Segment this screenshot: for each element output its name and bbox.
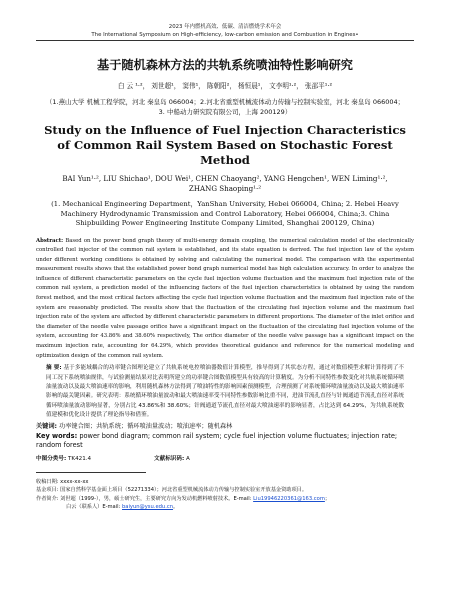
received-date [36,478,414,487]
cn-keywords-label: 关键词: [36,422,58,430]
fund-label: 基金项目: [36,487,59,494]
cn-title: 基于随机森林方法的共轨系统喷油特性影响研究 [97,58,353,72]
author-tail: ； [324,495,331,502]
running-header-en: The International Symposium on High-efficiency, low-carbon emission and Combustion in Engines• [91,32,359,38]
author-value: 刘世超（1999-），男，硕士研究生，主要研究方向为发动机燃料喷射技术。E-mail: [60,495,252,502]
cn-abstract [36,364,414,420]
clc-number [36,454,154,462]
clc-label: 中图分类号: [36,455,67,462]
author-email-link[interactable]: Liu19946220361@163.com [253,495,325,502]
corr-email-link[interactable]: baiyun@ysu.edu.cn [121,504,174,511]
en-keywords-text: power bond diagram; common rail system; cycle fuel injection volume fluctuates; injection rate; random forest [36,431,398,449]
cn-authors: 白 云 ¹·²， 刘世超¹， 窦伟¹， 陈朝阳²， 杨恒晨¹， 文李明¹·²， 张邵平¹·² [117,82,333,90]
cn-keywords [36,422,414,431]
running-header [36,0,414,39]
footer-rule [36,472,146,473]
header-rule [36,40,414,41]
cn-affiliation: （1.燕山大学 机械工程学院，河北 秦皇岛 066004；2.河北省重型机械流体动力传输与控制实验室，河北 秦皇岛 066004；3. 中船动力研究院有限公司，上海 200129） [45,98,405,116]
fund-value: 国家自然科学基金面上项目（52271334）；河北省重型机械流体动力传输与控制实验室开放基金资助项目。 [60,487,308,494]
cn-abstract-label: 摘 要: [46,365,62,372]
en-title: Study on the Influence of Fuel Injection Characteristics of Common Rail System Based on Stochastic Forest Method [44,123,406,167]
running-header-cn: 2023 年内燃机高效、低碳、清洁燃烧学术年会 [168,24,282,30]
en-keywords [36,432,414,450]
fund-info [36,486,414,495]
en-keywords-label: Key words: [36,431,78,440]
en-authors: BAI Yun¹·², LIU Shichao¹, DOU Wei¹, CHEN Chaoyang², YANG Hengchen¹, WEN Liming¹·², ZHANG Shaoping¹·² [62,174,388,193]
doc-code-label: 文献标识码: [154,455,185,462]
received-value: xxxx-xx-xx [60,478,89,485]
en-abstract-text: Based on the power bond graph theory of multi-energy domain coupling, the numerical calculation model of the electronically controlled fuel injector of the common rail system is established, and its state equation is derived. The fuel injection law of the system under different working conditions is obtained by solving and calculating the numerical model. The comparison with the experimental measurement results shows that the established power bond graph numerical model has high calculation accuracy. In order to analyze the influence of different characteristic parameters on the cycle fuel injection volume fluctuation and the maximum fuel injection rate of the common rail system, a prediction model of the influencing factors of the fuel injection characteristics is obtained by using the random forest method, and the most critical factors affecting the cycle fuel injection volume fluctuation and the maximum fuel injection rate of the system are reasonably predicted. The results show that the fluctuation of the circulating fuel injection volume and the maximum fuel injection rate of the system are affected by different characteristic parameters in different proportions. The diameter of the inlet orifice and the diameter of the needle valve passage orifice have a significant impact on the fluctuation of the circulating fuel injection volume of the system, accounting for 43.86% and 38.60% respectively, The orifice diameter of the needle valve passage has a significant impact on the maximum injection rate, accounting for 64.29%, which provides theoretical guidance and reference for the numerical modeling and optimization design of the common rail system. [36,237,414,359]
classification-row [36,454,414,462]
corr-tail: 。 [173,504,179,511]
document-code [154,454,190,462]
corr-value: 白云（联系人）E-mail: [66,504,121,511]
en-abstract [36,237,414,362]
author-info [36,495,414,504]
en-affiliation: (1. Mechanical Engineering Department，YanShan University, Hebei 066004, China; 2. Hebei Heavy Machinery Hydrodynamic Transmission and Control Laboratory, Hebei 066004, China;3. China Shipbuilding Power Engineering Institute Company Limited, Shanghai 200129, China) [51,200,399,227]
cn-abstract-text: 基于多能域耦合的功率键合图理论建立了共轨系统电控喷油器数值计算模型，推导得到了其状态方程，通过对数值模型求解计算得到了不同工况下系统喷油规律，与试验测量结果对比表明所建立的功率键合图数值模型具有较高的计算精度。为分析不同特性参数变化对共轨系统循环喷油量波动以及最大喷油速率的影响，利用随机森林方法得到了喷油特性的影响因素预测模型，合理预测了对系统循环喷油量波动以及最大喷油速率影响的最关键因素。研究表明：系统循环喷油量波动和最大喷油速率受不同特性参数影响比重不同，进油节流孔直径与针阀通道节流孔直径对系统循环喷油量波动影响显著，分别占比 43.86%和 38.60%；针阀通道节流孔直径对最大喷油速率的影响显著，占比达到 64.29%，为共轨系统数值建模和优化设计提供了理论指导和借鉴。 [46,365,405,419]
received-label: 收稿日期: [36,478,59,485]
footnotes [36,478,414,512]
en-abstract-label: Abstract: [36,237,64,244]
cn-keywords-text: 功率键合图；共轨系统；循环喷油量波动；喷油速率；随机森林 [59,422,233,430]
author-label: 作者简介: [36,495,59,502]
clc-value: TK421.4 [68,455,92,462]
corresponding-author [36,503,414,512]
doc-code-value: A [186,455,190,462]
